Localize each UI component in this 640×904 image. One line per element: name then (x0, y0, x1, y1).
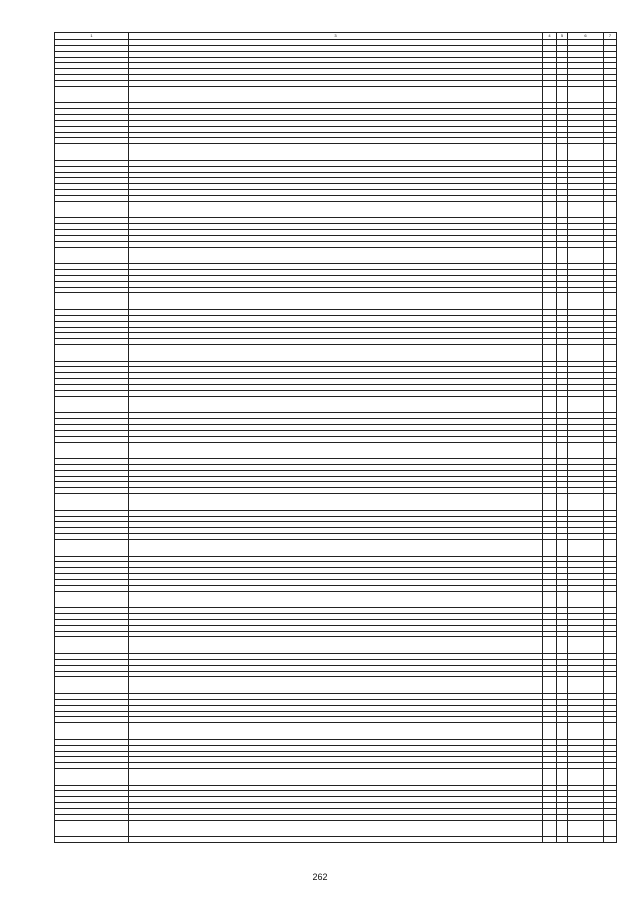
register-table (54, 32, 617, 843)
column-7-cell (604, 591, 617, 608)
table-row (55, 723, 617, 740)
period-cell (568, 723, 604, 740)
row-number-cell (55, 396, 129, 413)
period-cell (568, 539, 604, 556)
column-7-cell (604, 396, 617, 413)
column-7-cell (604, 442, 617, 459)
period-cell (568, 820, 604, 837)
period-cell (568, 293, 604, 310)
table-row (55, 442, 617, 459)
period-cell (568, 677, 604, 694)
work-description-cell (129, 201, 543, 218)
column-5-cell (557, 637, 568, 654)
table-row (55, 637, 617, 654)
year-cell (543, 494, 557, 511)
row-number-cell (55, 144, 129, 161)
table-body (55, 40, 617, 843)
column-header: 3 (129, 33, 543, 40)
column-5-cell (557, 539, 568, 556)
column-header: 6 (568, 33, 604, 40)
header-row (55, 33, 617, 40)
work-description-cell (129, 86, 543, 103)
period-cell (568, 247, 604, 264)
column-5-cell (557, 247, 568, 264)
period-cell (568, 144, 604, 161)
period-cell (568, 769, 604, 786)
year-cell (543, 201, 557, 218)
table-row (55, 539, 617, 556)
work-description-cell (129, 293, 543, 310)
column-7-cell (604, 345, 617, 362)
column-5-cell (557, 723, 568, 740)
column-7-cell (604, 539, 617, 556)
table-row (55, 494, 617, 511)
work-description-cell (129, 144, 543, 161)
work-description-cell (129, 637, 543, 654)
column-5-cell (557, 837, 568, 843)
table-row (55, 293, 617, 310)
work-description-cell (129, 820, 543, 837)
table-row (55, 591, 617, 608)
table-row (55, 86, 617, 103)
table-row (55, 396, 617, 413)
column-5-cell (557, 293, 568, 310)
column-header: 4 (543, 33, 557, 40)
year-cell (543, 723, 557, 740)
work-description-cell (129, 442, 543, 459)
year-cell (543, 837, 557, 843)
row-number-cell (55, 494, 129, 511)
period-cell (568, 837, 604, 843)
column-header: 1 (55, 33, 129, 40)
period-cell (568, 637, 604, 654)
year-cell (543, 539, 557, 556)
column-7-cell (604, 494, 617, 511)
work-description-cell (129, 837, 543, 843)
year-cell (543, 442, 557, 459)
column-7-cell (604, 769, 617, 786)
column-5-cell (557, 396, 568, 413)
table-row (55, 201, 617, 218)
year-cell (543, 769, 557, 786)
year-cell (543, 396, 557, 413)
period-cell (568, 494, 604, 511)
table-row (55, 820, 617, 837)
table-row (55, 144, 617, 161)
column-5-cell (557, 442, 568, 459)
table-row (55, 345, 617, 362)
work-description-cell (129, 247, 543, 264)
column-7-cell (604, 637, 617, 654)
page-number: 262 (312, 872, 328, 882)
column-7-cell (604, 144, 617, 161)
column-5-cell (557, 820, 568, 837)
work-description-cell (129, 396, 543, 413)
column-5-cell (557, 201, 568, 218)
column-5-cell (557, 591, 568, 608)
work-description-cell (129, 345, 543, 362)
table-row (55, 837, 617, 843)
column-7-cell (604, 293, 617, 310)
column-header: 7 (604, 33, 617, 40)
row-number-cell (55, 723, 129, 740)
table-row (55, 247, 617, 264)
year-cell (543, 86, 557, 103)
year-cell (543, 293, 557, 310)
column-5-cell (557, 86, 568, 103)
column-5-cell (557, 345, 568, 362)
column-7-cell (604, 247, 617, 264)
row-number-cell (55, 345, 129, 362)
year-cell (543, 637, 557, 654)
table-row (55, 769, 617, 786)
work-description-cell (129, 539, 543, 556)
row-number-cell (55, 86, 129, 103)
row-number-cell (55, 769, 129, 786)
year-cell (543, 677, 557, 694)
year-cell (543, 820, 557, 837)
period-cell (568, 345, 604, 362)
column-7-cell (604, 820, 617, 837)
column-5-cell (557, 494, 568, 511)
work-description-cell (129, 494, 543, 511)
row-number-cell (55, 201, 129, 218)
row-number-cell (55, 591, 129, 608)
year-cell (543, 591, 557, 608)
work-description-cell (129, 591, 543, 608)
column-5-cell (557, 769, 568, 786)
year-cell (543, 345, 557, 362)
period-cell (568, 591, 604, 608)
column-header: 5 (557, 33, 568, 40)
column-7-cell (604, 837, 617, 843)
column-5-cell (557, 677, 568, 694)
row-number-cell (55, 539, 129, 556)
period-cell (568, 201, 604, 218)
row-number-cell (55, 837, 129, 843)
row-number-cell (55, 293, 129, 310)
period-cell (568, 396, 604, 413)
period-cell (568, 86, 604, 103)
column-7-cell (604, 86, 617, 103)
column-5-cell (557, 144, 568, 161)
work-description-cell (129, 677, 543, 694)
row-number-cell (55, 637, 129, 654)
work-description-cell (129, 769, 543, 786)
column-7-cell (604, 677, 617, 694)
row-number-cell (55, 442, 129, 459)
year-cell (543, 247, 557, 264)
period-cell (568, 442, 604, 459)
row-number-cell (55, 820, 129, 837)
table-row (55, 677, 617, 694)
row-number-cell (55, 677, 129, 694)
work-description-cell (129, 723, 543, 740)
row-number-cell (55, 247, 129, 264)
year-cell (543, 144, 557, 161)
column-7-cell (604, 201, 617, 218)
column-7-cell (604, 723, 617, 740)
